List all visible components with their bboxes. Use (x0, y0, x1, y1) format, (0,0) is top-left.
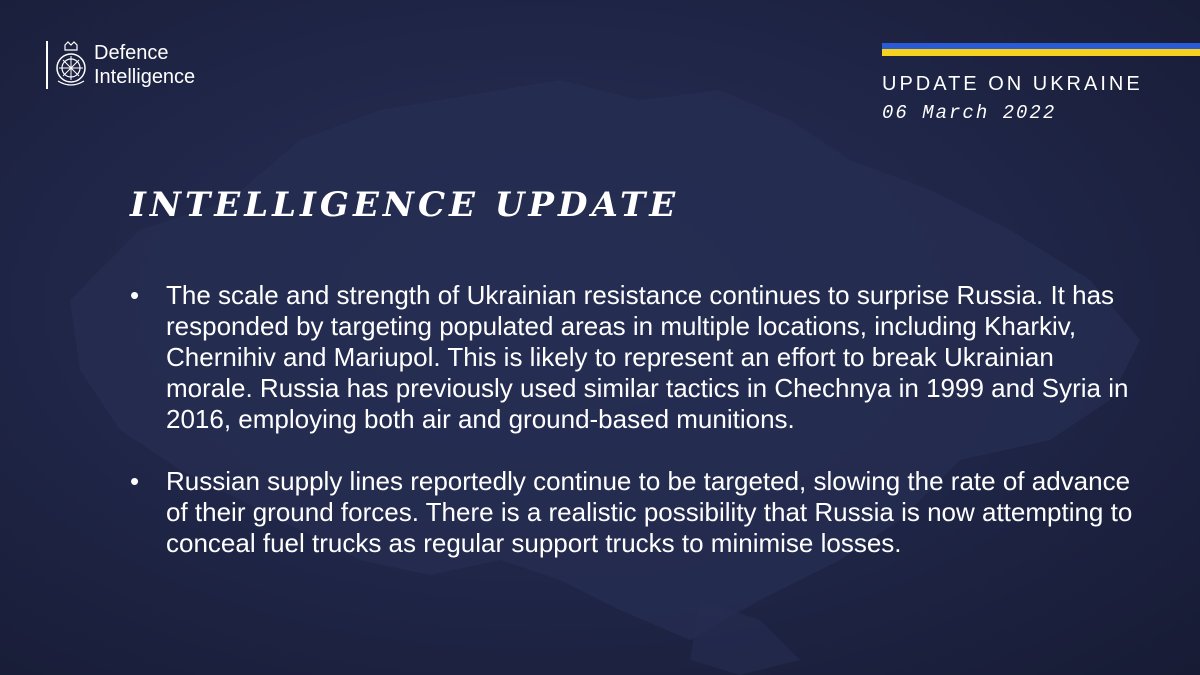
bullet-list (128, 280, 1138, 590)
bullet-text: The scale and strength of Ukrainian resistance continues to surprise Russia. It has responded by targeting populated areas in multiple locations, including Kharkiv, Chernihiv and Mariupol. This is likely to represent an effort to break Ukrainian morale. Russia has previously used similar tactics in Chechnya in 1999 and Syria in 2016, employing both air and ground-based munitions. (166, 280, 1129, 434)
page-heading: INTELLIGENCE UPDATE (130, 185, 680, 225)
update-date: 06 March 2022 (882, 102, 1057, 124)
defence-intelligence-logo (46, 40, 195, 90)
logo-divider (46, 41, 48, 89)
flag-yellow-stripe (882, 49, 1200, 56)
logo-line-intelligence: Intelligence (94, 66, 196, 88)
bullet-marker: • (130, 280, 140, 310)
bullet-item (128, 280, 1138, 435)
logo-line-defence: Defence (94, 42, 169, 64)
ukraine-flag-bar (882, 43, 1200, 56)
bullet-text: Russian supply lines reportedly continue to be targeted, slowing the rate of advance of their ground forces. There is a realistic possibility that Russia is now attempting to conceal fuel trucks as regular support trucks to minimise losses. (166, 466, 1133, 558)
crest-icon (54, 41, 88, 89)
bullet-marker: • (130, 466, 140, 496)
update-title: UPDATE ON UKRAINE (882, 73, 1143, 95)
logo-wordmark (94, 41, 195, 89)
bullet-item (128, 466, 1138, 559)
